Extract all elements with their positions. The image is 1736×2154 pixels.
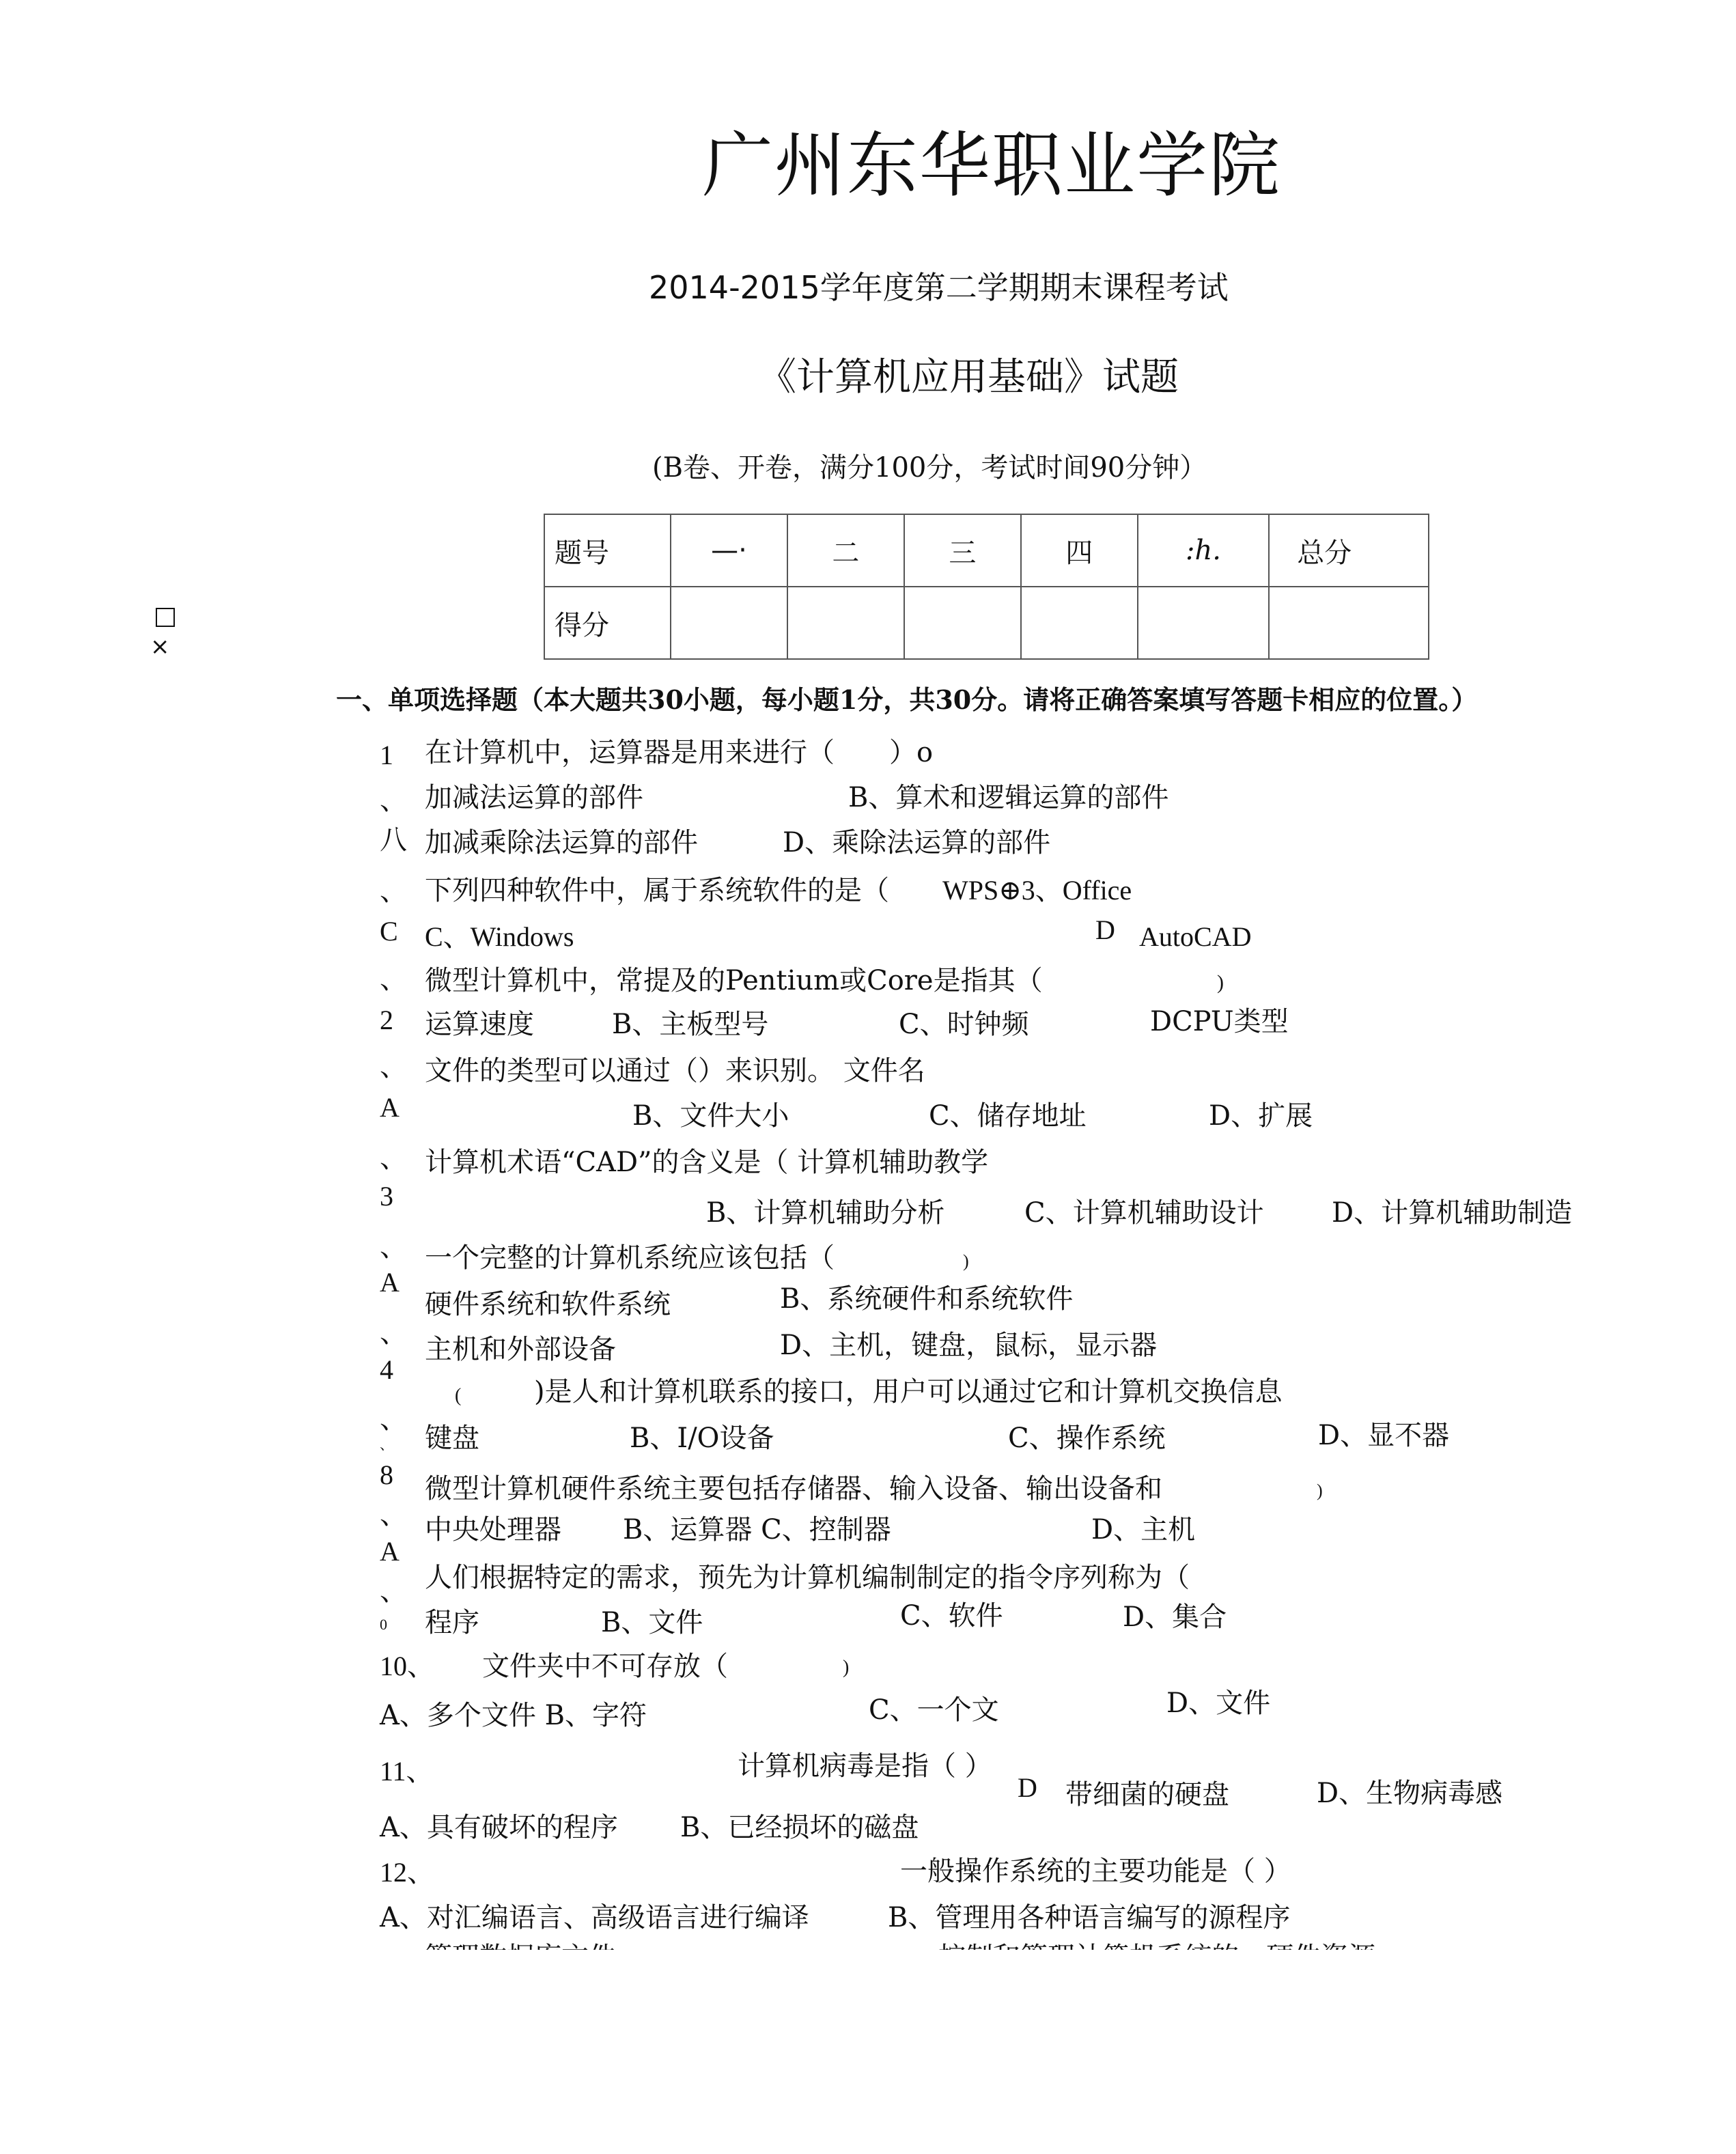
option: B、已经损坏的磁盘 — [680, 1812, 919, 1843]
left-marker: A — [380, 1267, 400, 1298]
left-marker: 1 — [380, 740, 393, 770]
left-marker: 八 — [380, 824, 407, 856]
score-cell: 题号 — [544, 514, 671, 587]
exam-note: (B卷、开卷，满分100分，考试时间90分钟） — [652, 452, 1207, 484]
option: 运算速度 — [425, 1009, 534, 1040]
bracket: ) — [843, 1657, 850, 1678]
score-cell: :h. — [1138, 514, 1269, 587]
option: D、集合 — [1123, 1601, 1227, 1633]
score-input-cell[interactable] — [1021, 587, 1138, 659]
question-7: )是人和计算机联系的接口，用户可以通过它和计算机交换信息 — [534, 1376, 1283, 1408]
option: 主机和外部设备 — [425, 1334, 616, 1365]
score-input-cell[interactable] — [904, 587, 1021, 659]
option: B、计算机辅助分析 — [706, 1197, 945, 1229]
left-marker: 3 — [380, 1181, 393, 1212]
option: B、运算器 C、控制器 — [623, 1514, 891, 1545]
option: B、管理用各种语言编写的源程序 — [888, 1902, 1291, 1933]
option: D、扩展 — [1209, 1100, 1313, 1132]
option: 加减乘除法运算的部件 — [425, 827, 698, 858]
left-marker: A — [380, 1536, 400, 1567]
score-row-label: 得分 — [544, 587, 671, 659]
question-10: 文件夹中不可存放（ — [482, 1651, 728, 1682]
option: A、多个文件 B、字符 — [380, 1700, 647, 1731]
option-letter: D — [1018, 1772, 1037, 1803]
left-marker: 、 — [380, 1499, 407, 1530]
option: C、软件 — [900, 1600, 1003, 1632]
option: AutoCAD — [1139, 921, 1252, 952]
left-marker: 、 — [380, 1438, 393, 1453]
option: C、一个文 — [869, 1694, 999, 1726]
score-table-score-row — [544, 587, 1429, 659]
margin-square — [156, 608, 175, 627]
option: D、文件 — [1166, 1688, 1271, 1719]
score-table — [544, 514, 1429, 660]
option: 键盘 — [425, 1423, 479, 1454]
score-cell: 四 — [1021, 514, 1138, 587]
bracket: ( — [455, 1385, 462, 1406]
question-8: 微型计算机硬件系统主要包括存储器、输入设备、输出设备和 — [425, 1473, 1162, 1505]
question-2: 下列四种软件中，属于系统软件的是（ — [425, 875, 889, 906]
question-4: 文件的类型可以通过（）来识别。 文件名 — [425, 1055, 925, 1087]
option: B、主板型号 — [612, 1009, 769, 1040]
option: DCPU类型 — [1150, 1006, 1289, 1037]
option: B、文件 — [601, 1607, 703, 1638]
question-number: 10、 — [380, 1651, 434, 1681]
option: D、计算机辅助制造 — [1332, 1197, 1573, 1229]
score-cell: —· — [671, 514, 787, 587]
question-5: 计算机术语“CAD”的含义是（ 计算机辅助教学 — [425, 1147, 989, 1178]
left-marker: 、 — [380, 1576, 407, 1606]
school-name: 广州东华职业学院 — [702, 124, 1282, 207]
option: 中央处理器 — [425, 1514, 561, 1545]
left-marker: A — [380, 1092, 400, 1123]
option: C、Windows — [425, 921, 574, 952]
left-marker: 2 — [380, 1005, 393, 1035]
option: A、对汇编语言、高级语言进行编译 — [380, 1902, 809, 1933]
margin-cross-mark: × — [150, 633, 170, 660]
option: A、具有破坏的程序 — [380, 1812, 618, 1843]
bracket: ) — [1217, 971, 1224, 994]
left-marker: 4 — [380, 1354, 393, 1385]
option: C、时钟频 — [899, 1009, 1029, 1040]
question-9: 人们根据特定的需求，预先为计算机编制制定的指令序列称为（ — [425, 1562, 1190, 1593]
left-marker: 、 — [380, 1231, 407, 1262]
option: C、计算机辅助设计 — [1024, 1197, 1264, 1229]
left-marker: 8 — [380, 1459, 393, 1490]
option: D、生物病毒感 — [1317, 1778, 1503, 1809]
left-marker: 、 — [380, 876, 407, 906]
question-number: 11、 — [380, 1756, 434, 1787]
score-cell: 三 — [904, 514, 1021, 587]
bracket: ) — [963, 1251, 969, 1271]
option: D、显不器 — [1318, 1420, 1450, 1451]
score-cell: 总分 — [1269, 514, 1429, 587]
left-marker: 、 — [380, 1143, 407, 1173]
option: B、算术和逻辑运算的部件 — [848, 782, 1169, 813]
left-marker: 、 — [380, 1317, 407, 1348]
question-number: 12、 — [380, 1857, 434, 1888]
left-marker: 、 — [380, 964, 407, 994]
score-input-cell[interactable] — [671, 587, 787, 659]
option: WPS⊕3、Office — [942, 875, 1132, 906]
left-marker: 、 — [380, 1403, 407, 1434]
left-marker: 、 — [380, 785, 407, 815]
option: D、主机 — [1091, 1514, 1196, 1545]
score-input-cell[interactable] — [787, 587, 904, 659]
exam-term: 2014-2015学年度第二学期期末课程考试 — [649, 269, 1229, 306]
question-6: 一个完整的计算机系统应该包括（ — [425, 1242, 835, 1274]
option: 带细菌的硬盘 — [1065, 1779, 1229, 1810]
section-title: 一、单项选择题（本大题共30小题，每小题1分，共30分。请将正确答案填写答题卡相应的位置。） — [336, 684, 1478, 715]
option: B、文件大小 — [632, 1100, 789, 1132]
option: C、操作系统 — [1008, 1423, 1166, 1454]
option: 加减法运算的部件 — [425, 782, 643, 813]
score-cell: 二 — [787, 514, 904, 587]
option: D、主机，键盘，鼠标，显示器 — [780, 1330, 1158, 1361]
bracket: ) — [1317, 1481, 1323, 1500]
score-input-cell[interactable] — [1269, 587, 1429, 659]
left-marker: 0 — [380, 1616, 387, 1633]
option: 程序 — [425, 1607, 479, 1638]
score-table-header-row — [544, 514, 1429, 587]
page-bottom-blank — [0, 1950, 1736, 2154]
option-letter: D — [1095, 914, 1115, 945]
left-marker: C — [380, 916, 398, 947]
option: D、乘除法运算的部件 — [783, 827, 1051, 858]
question-1: 在计算机中，运算器是用来进行（ ）o — [425, 737, 934, 768]
option: 硬件系统和软件系统 — [425, 1289, 671, 1320]
question-3: 微型计算机中，常提及的Pentium或Core是指其（ — [425, 965, 1043, 996]
option: B、系统硬件和系统软件 — [780, 1283, 1074, 1315]
question-11: 计算机病毒是指（ ） — [738, 1750, 992, 1782]
score-input-cell[interactable] — [1138, 587, 1269, 659]
exam-title: 《计算机应用基础》试题 — [758, 355, 1179, 400]
left-marker: 、 — [380, 1051, 407, 1082]
question-12: 一般操作系统的主要功能是（ ） — [900, 1856, 1291, 1887]
option: B、I/O设备 — [630, 1423, 774, 1454]
option: C、储存地址 — [929, 1100, 1087, 1132]
